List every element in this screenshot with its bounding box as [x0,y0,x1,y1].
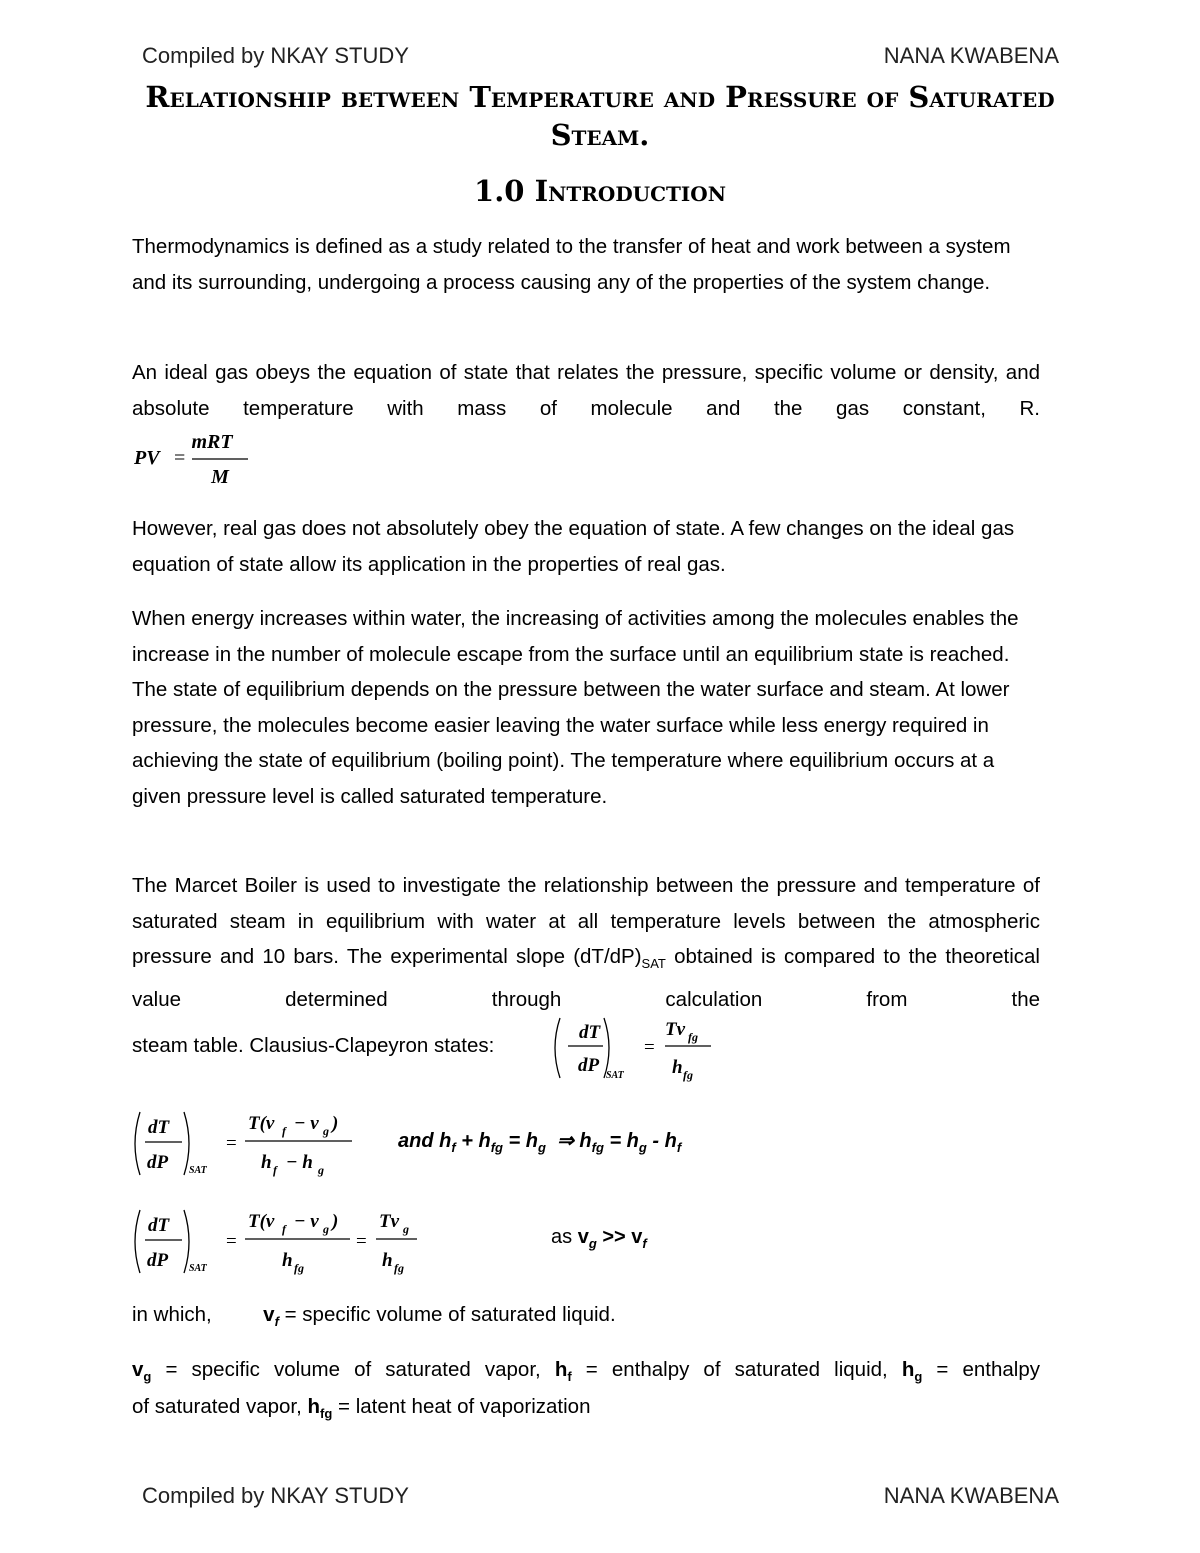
svg-text:SAT: SAT [189,1263,207,1274]
svg-text:): ) [332,1113,339,1134]
eq-lhs: PV [134,447,160,469]
svg-text:=: = [356,1231,367,1252]
svg-text:g: g [323,1124,329,1138]
svg-text:dT: dT [579,1022,601,1043]
svg-text:=: = [174,447,186,469]
clausius-text: steam table. Clausius-Clapeyron states: [132,1034,495,1057]
svg-text:h: h [672,1057,683,1078]
svg-text:f: f [282,1124,286,1138]
svg-text:− h: − h [286,1152,313,1173]
svg-text:dP: dP [147,1250,169,1271]
svg-text:h: h [261,1152,272,1173]
svg-text:=: = [644,1037,655,1058]
paragraph-real-gas: However, real gas does not absolutely obey the equation of state. A few changes on the ideal gas equation of state allow its application in the properties of real gas. [132,517,1015,576]
definition-line-3: of saturated vapor, $h_{fg}$ = latent heat of vaporization [132,1395,591,1422]
svg-text:T(v: T(v [248,1211,275,1232]
approximation-note: as $v_g >> v_f$ [551,1226,647,1251]
svg-text:=: = [226,1133,237,1154]
svg-text:g: g [318,1163,324,1177]
svg-text:fg: fg [688,1030,698,1044]
clausius-equation [548,1013,718,1085]
header-right: NANA KWABENA [883,43,1059,68]
document-title: Relationship between Temperature and Pressure of Saturated Steam. [145,80,1055,152]
p5-tail: obtained is compared to the theoretical value determined through calculation from the [132,945,1040,1011]
footer-left: Compiled by NKAY STUDY [142,1483,409,1508]
svg-text:Tv: Tv [379,1211,400,1232]
ideal-gas-equation [132,428,262,490]
svg-text:f: f [273,1163,277,1177]
section-heading: 1.0 Introduction [474,174,726,208]
p5-subscript: SAT [641,956,666,972]
paragraph-thermodynamics: Thermodynamics is defined as a study related to the transfer of heat and work between a system and its surrounding, undergoing a process causing any of the properties of the system change. [132,235,1011,294]
equation-2 [130,1107,370,1182]
svg-text:fg: fg [683,1068,693,1082]
paragraph-equilibrium: When energy increases within water, the increasing of activities among the molecules enables the increase in the number of molecule escape from the surface until an equilibrium state is reached. The state of equilibrium depends on the pressure between the water surface and steam. At lower pressure, the molecules become easier leaving the water surface while less energy required in achieving the state of equilibrium (boiling point). The temperature where equilibrium occurs at a given pressure level is called saturated temperature. [132,607,1019,808]
svg-text:− v: − v [294,1211,319,1232]
svg-text:SAT: SAT [189,1165,207,1176]
p5-main: The Marcet Boiler is used to investigate the relationship between the pressure and temperature of saturated steam in equilibrium with water at all temperature levels between the atmospheric pressure and 10 bars. The experimental slope (dT/dP) [132,874,1040,968]
enthalpy-relation: and $h_f + h_{fg} = h_g$ ⇒ $h_{fg} = h_g - h_f$ [398,1130,682,1155]
eq-denominator: M [211,466,229,488]
svg-text:dT: dT [148,1117,170,1138]
footer-right: NANA KWABENA [883,1483,1059,1508]
paragraph-ideal-gas: An ideal gas obeys the equation of state that relates the pressure, specific volume or density, and absolute temperature with mass of molecule and the gas constant, R. [132,361,1040,420]
header-left: Compiled by NKAY STUDY [142,43,409,68]
definition-line-2: $v_g$ = specific volume of saturated vapor, $h_f$ = enthalpy of saturated liquid, $h_g$ = enthalpy [132,1358,1040,1385]
svg-text:dP: dP [147,1152,169,1173]
svg-text:Tv: Tv [665,1019,686,1040]
svg-text:SAT: SAT [606,1070,624,1081]
svg-text:− v: − v [294,1113,319,1134]
svg-text:g: g [403,1222,409,1236]
definition-line-1: in which, $v_f$ = specific volume of saturated liquid. [132,1303,616,1330]
svg-text:=: = [226,1231,237,1252]
paragraph-marcet-boiler [132,868,1040,1017]
eq-numerator: mRT [191,431,233,453]
svg-text:): ) [332,1211,339,1232]
svg-text:T(v: T(v [248,1113,275,1134]
svg-text:g: g [323,1222,329,1236]
svg-text:h: h [282,1250,293,1271]
equation-3 [130,1205,430,1280]
svg-text:fg: fg [394,1261,404,1275]
svg-text:f: f [282,1222,286,1236]
svg-text:h: h [382,1250,393,1271]
svg-text:fg: fg [294,1261,304,1275]
svg-text:dP: dP [578,1055,600,1076]
svg-text:dT: dT [148,1215,170,1236]
